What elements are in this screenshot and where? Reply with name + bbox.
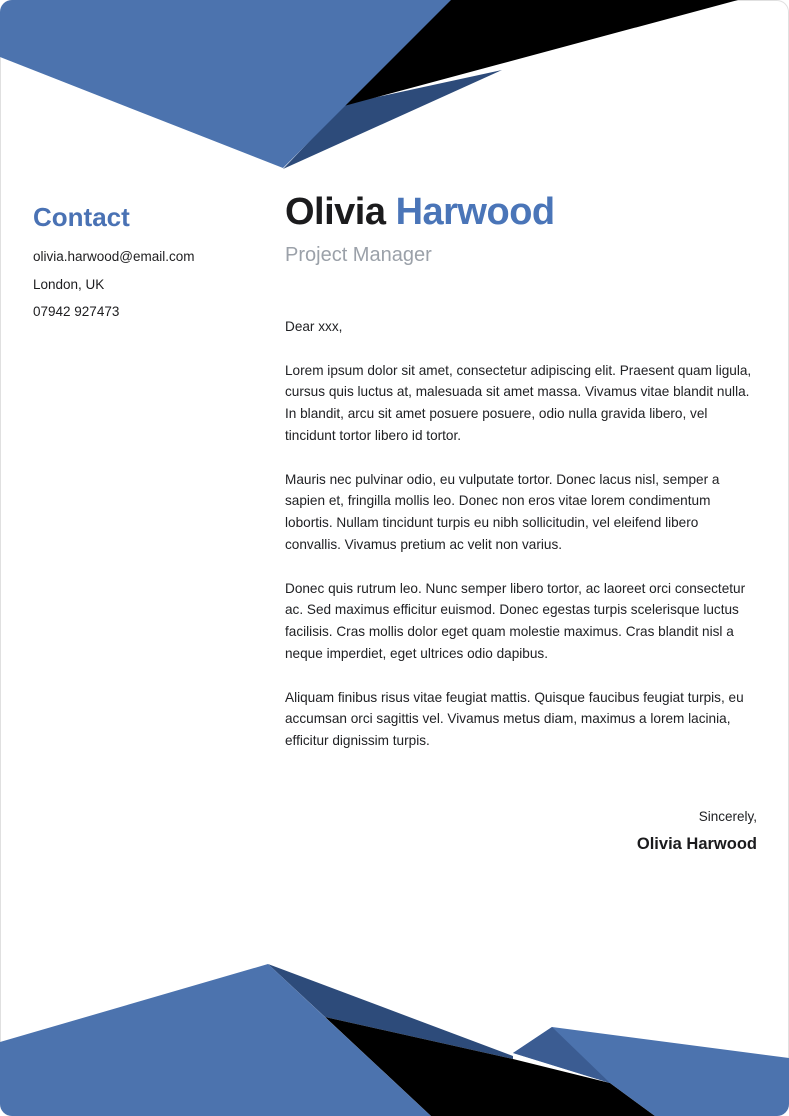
last-name: Harwood — [395, 191, 555, 233]
contact-section — [33, 202, 273, 326]
letter-paragraph: Aliquam finibus risus vitae feugiat mattis. Quisque faucibus feugiat turpis, eu accumsan orci sagittis vel. Vivamus metus diam, maximus a lorem lacinia, efficitur dignissim turpis. — [285, 689, 744, 749]
page-title — [285, 190, 757, 234]
signature-name: Olivia Harwood — [636, 835, 757, 853]
contact-heading: Contact — [33, 202, 130, 232]
bottom-black-valley-shape — [325, 1017, 655, 1116]
contact-location: London, UK — [33, 276, 105, 292]
top-black-wedge-shape — [344, 0, 738, 106]
job-title: Project Manager — [285, 244, 432, 266]
signature-block — [637, 806, 757, 856]
top-banner-decoration — [0, 0, 789, 172]
contact-email: olivia.harwood@email.com — [33, 249, 195, 264]
letter-closing: Sincerely, — [698, 809, 757, 824]
first-name: Olivia — [285, 191, 386, 233]
letter-body-section — [285, 190, 757, 752]
letter-paragraph: Lorem ipsum dolor sit amet, consectetur adipiscing elit. Praesent quam ligula, cursus quis luctus at, malesuada sit amet massa. Vivamus vitae blandit nulla. In blandit, arcu sit amet posuere posuere, odio nulla gravida libero, vel tincidunt tortor libero id tortor. — [285, 362, 752, 443]
bottom-banner-decoration — [0, 930, 789, 1116]
top-blue-main-shape — [0, 0, 451, 168]
bottom-dark-band-shape — [268, 964, 513, 1059]
bottom-right-peak-shape — [513, 1027, 789, 1116]
letter-paragraph: Donec quis rutrum leo. Nunc semper libero tortor, ac laoreet orci consectetur ac. Sed maximus efficitur euismod. Donec egestas turpis scelerisque luctus facilisis. Cras mollis dolor eget quam molestie maximus. Cras blandit nisl a neque imperdiet, eget ultrices odio dapibus. — [285, 580, 746, 661]
contact-phone: 07942 927473 — [33, 304, 120, 319]
bottom-right-peak-shadow-face-shape — [513, 1027, 610, 1083]
letter-greeting: Dear xxx, — [285, 319, 343, 334]
bottom-left-peak-shape — [0, 964, 431, 1116]
letter-paragraph: Mauris nec pulvinar odio, eu vulputate tortor. Donec lacus nisl, semper a sapien et, fringilla mollis leo. Donec non eros vitae lorem condimentum lobortis. Nullam tincidunt turpis eu nibh sollicitudin, vel eleifend libero convallis. Vivamus pretium ac velit non varius. — [285, 471, 720, 552]
top-dark-sliver-shape — [283, 70, 502, 169]
